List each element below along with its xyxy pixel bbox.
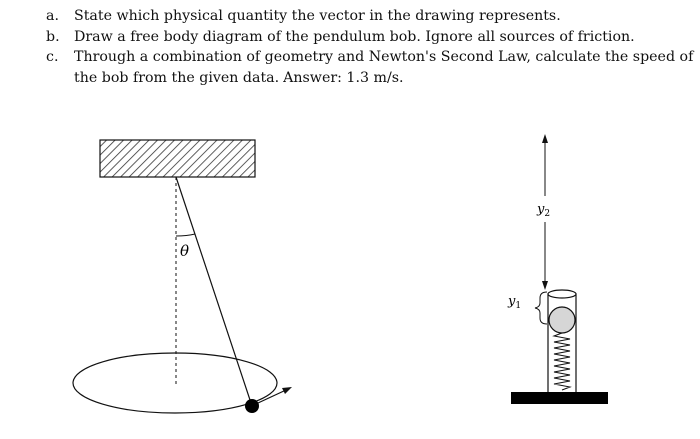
y2-symbol: y — [537, 202, 545, 217]
question-a-label: a. — [46, 8, 59, 24]
ceiling-support — [100, 140, 255, 177]
question-b-text: Draw a free body diagram of the pendulum bob. Ignore all sources of friction. — [74, 28, 635, 45]
velocity-arrowhead — [282, 387, 292, 394]
launch-ball — [549, 307, 575, 333]
y2-arrow-down — [542, 281, 548, 290]
y1-symbol: y — [508, 294, 516, 309]
angle-theta-label: θ — [180, 242, 190, 260]
y1-label — [507, 294, 521, 311]
launcher-tube-rim — [548, 290, 576, 298]
question-c-answer: Answer: 1.3 m/s. — [283, 69, 404, 86]
question-b-label: b. — [46, 28, 60, 45]
y1-brace — [535, 292, 547, 324]
y1-subscript: 1 — [515, 301, 522, 311]
conical-pendulum-figure — [73, 140, 292, 413]
spring-launcher-figure — [507, 134, 608, 404]
question-c-line2: the bob from the given data. — [74, 69, 280, 86]
pendulum-string — [176, 177, 252, 406]
base-block — [511, 392, 608, 404]
y2-arrow-up — [542, 134, 548, 143]
question-a-text: State which physical quantity the vector in the drawing represents. — [74, 8, 561, 24]
angle-arc — [176, 234, 195, 236]
y2-subscript: 2 — [544, 209, 551, 219]
y2-label — [536, 202, 550, 219]
question-c-label: c. — [46, 49, 59, 65]
pendulum-bob — [245, 399, 259, 413]
question-c-line1: Through a combination of geometry and Newton's Second Law, calculate the speed of — [74, 49, 694, 65]
